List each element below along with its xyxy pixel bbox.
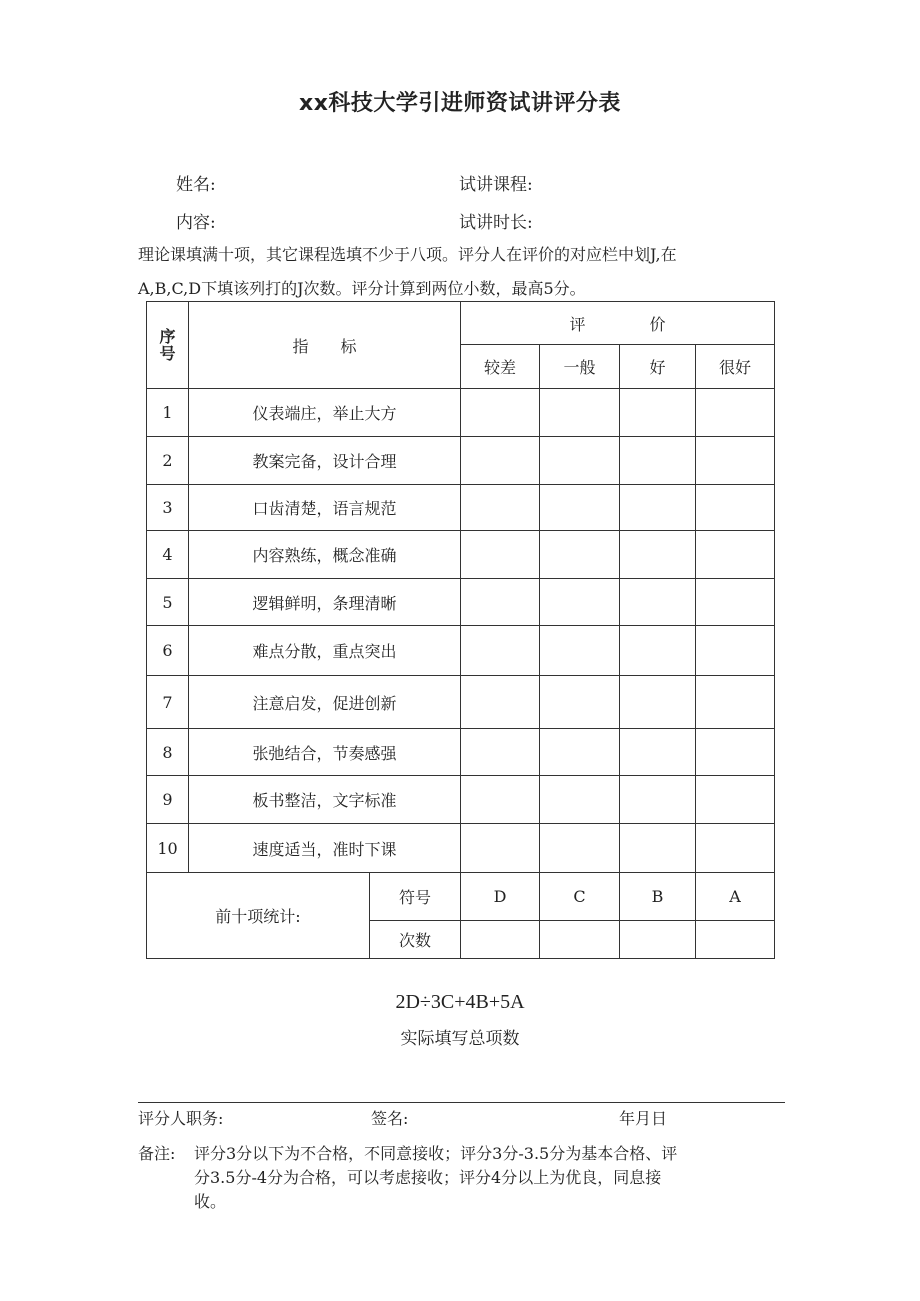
mark-cell[interactable]	[461, 626, 540, 676]
mark-cell[interactable]	[540, 389, 620, 437]
table-row	[147, 824, 775, 873]
scoring-table	[146, 301, 775, 959]
mark-cell[interactable]	[540, 729, 620, 776]
course-label: 试讲课程:	[459, 175, 533, 195]
level-poor: 较差	[461, 345, 540, 389]
mark-cell[interactable]	[696, 626, 775, 676]
symbol-d: D	[461, 873, 540, 921]
mark-cell[interactable]	[540, 485, 620, 531]
level-good: 好	[620, 345, 696, 389]
mark-cell[interactable]	[461, 531, 540, 579]
mark-cell[interactable]	[620, 676, 696, 729]
note-label: 备注:	[138, 1144, 176, 1163]
mark-cell[interactable]	[540, 776, 620, 824]
table-row	[147, 626, 775, 676]
mark-cell[interactable]	[696, 531, 775, 579]
content-label: 内容:	[176, 213, 216, 233]
mark-cell[interactable]	[461, 437, 540, 485]
row-indicator: 速度适当，准时下课	[189, 824, 461, 873]
count-cell-a[interactable]	[696, 921, 775, 959]
row-indicator: 难点分散，重点突出	[189, 626, 461, 676]
formula-denominator: 实际填写总项数	[400, 1029, 520, 1049]
form-title: xx科技大学引进师资试讲评分表	[299, 91, 621, 116]
symbol-a: A	[696, 873, 775, 921]
mark-cell[interactable]	[620, 824, 696, 873]
seq-header	[147, 302, 189, 389]
mark-cell[interactable]	[620, 485, 696, 531]
mark-cell[interactable]	[540, 824, 620, 873]
mark-cell[interactable]	[620, 579, 696, 626]
mark-cell[interactable]	[461, 389, 540, 437]
table-row	[147, 437, 775, 485]
duration-label: 试讲时长:	[459, 213, 533, 233]
date-label: 年月日	[619, 1109, 668, 1128]
row-number: 1	[147, 389, 189, 437]
symbol-label: 符号	[370, 873, 461, 921]
mark-cell[interactable]	[540, 676, 620, 729]
row-number: 2	[147, 437, 189, 485]
row-indicator: 注意启发，促进创新	[189, 676, 461, 729]
mark-cell[interactable]	[540, 626, 620, 676]
row-number: 10	[147, 824, 189, 873]
formula-numerator: 2D÷3C+4B+5A	[395, 991, 525, 1013]
table-row	[147, 729, 775, 776]
row-indicator: 张弛结合，节奏感强	[189, 729, 461, 776]
mark-cell[interactable]	[461, 824, 540, 873]
row-number: 3	[147, 485, 189, 531]
row-indicator: 仪表端庄，举止大方	[189, 389, 461, 437]
mark-cell[interactable]	[620, 531, 696, 579]
row-indicator: 教案完备，设计合理	[189, 437, 461, 485]
signature-label: 签名:	[371, 1109, 409, 1128]
seq-header-char-2: 号	[159, 344, 176, 363]
level-very-good: 很好	[696, 345, 775, 389]
mark-cell[interactable]	[620, 729, 696, 776]
row-indicator: 逻辑鲜明，条理清晰	[189, 579, 461, 626]
evaluator-position-label: 评分人职务:	[138, 1109, 224, 1128]
symbol-b: B	[620, 873, 696, 921]
mark-cell[interactable]	[540, 437, 620, 485]
name-label: 姓名:	[176, 175, 216, 195]
mark-cell[interactable]	[696, 437, 775, 485]
row-indicator: 板书整洁，文字标准	[189, 776, 461, 824]
mark-cell[interactable]	[696, 579, 775, 626]
table-row	[147, 531, 775, 579]
mark-cell[interactable]	[696, 824, 775, 873]
mark-cell[interactable]	[620, 437, 696, 485]
row-number: 6	[147, 626, 189, 676]
row-number: 5	[147, 579, 189, 626]
mark-cell[interactable]	[461, 676, 540, 729]
count-cell-c[interactable]	[540, 921, 620, 959]
summary-label: 前十项统计:	[147, 873, 370, 959]
mark-cell[interactable]	[696, 729, 775, 776]
mark-cell[interactable]	[620, 626, 696, 676]
row-indicator: 口齿清楚，语言规范	[189, 485, 461, 531]
row-number: 8	[147, 729, 189, 776]
mark-cell[interactable]	[620, 776, 696, 824]
table-row	[147, 579, 775, 626]
indicator-header: 指 标	[189, 302, 461, 389]
table-row	[147, 389, 775, 437]
mark-cell[interactable]	[461, 729, 540, 776]
seq-header-char-1: 序	[159, 327, 176, 346]
signature-divider	[138, 1102, 785, 1103]
mark-cell[interactable]	[461, 485, 540, 531]
instruction-line-2: A,B,C,D下填该列打的J次数。评分计算到两位小数，最高5分。	[138, 279, 586, 298]
count-label: 次数	[370, 921, 461, 959]
instruction-line-1: 理论课填满十项，其它课程选填不少于八项。评分人在评价的对应栏中划J,在	[138, 245, 677, 264]
mark-cell[interactable]	[540, 531, 620, 579]
note-line-1: 评分3分以下为不合格，不同意接收；评分3分-3.5分为基本合格、评	[194, 1144, 678, 1163]
row-number: 7	[147, 676, 189, 729]
mark-cell[interactable]	[540, 579, 620, 626]
count-cell-b[interactable]	[620, 921, 696, 959]
table-row	[147, 485, 775, 531]
mark-cell[interactable]	[696, 776, 775, 824]
mark-cell[interactable]	[696, 676, 775, 729]
mark-cell[interactable]	[620, 389, 696, 437]
table-row	[147, 676, 775, 729]
row-number: 4	[147, 531, 189, 579]
symbol-c: C	[540, 873, 620, 921]
mark-cell[interactable]	[461, 776, 540, 824]
level-average: 一般	[540, 345, 620, 389]
note-line-2: 分3.5分-4分为合格，可以考虑接收；评分4分以上为优良，同息接	[194, 1168, 662, 1187]
mark-cell[interactable]	[696, 389, 775, 437]
mark-cell[interactable]	[461, 579, 540, 626]
row-indicator: 内容熟练，概念准确	[189, 531, 461, 579]
table-row	[147, 776, 775, 824]
mark-cell[interactable]	[696, 485, 775, 531]
row-number: 9	[147, 776, 189, 824]
evaluation-header: 评 价	[461, 302, 775, 345]
note-line-3: 收。	[194, 1192, 227, 1211]
count-cell-d[interactable]	[461, 921, 540, 959]
